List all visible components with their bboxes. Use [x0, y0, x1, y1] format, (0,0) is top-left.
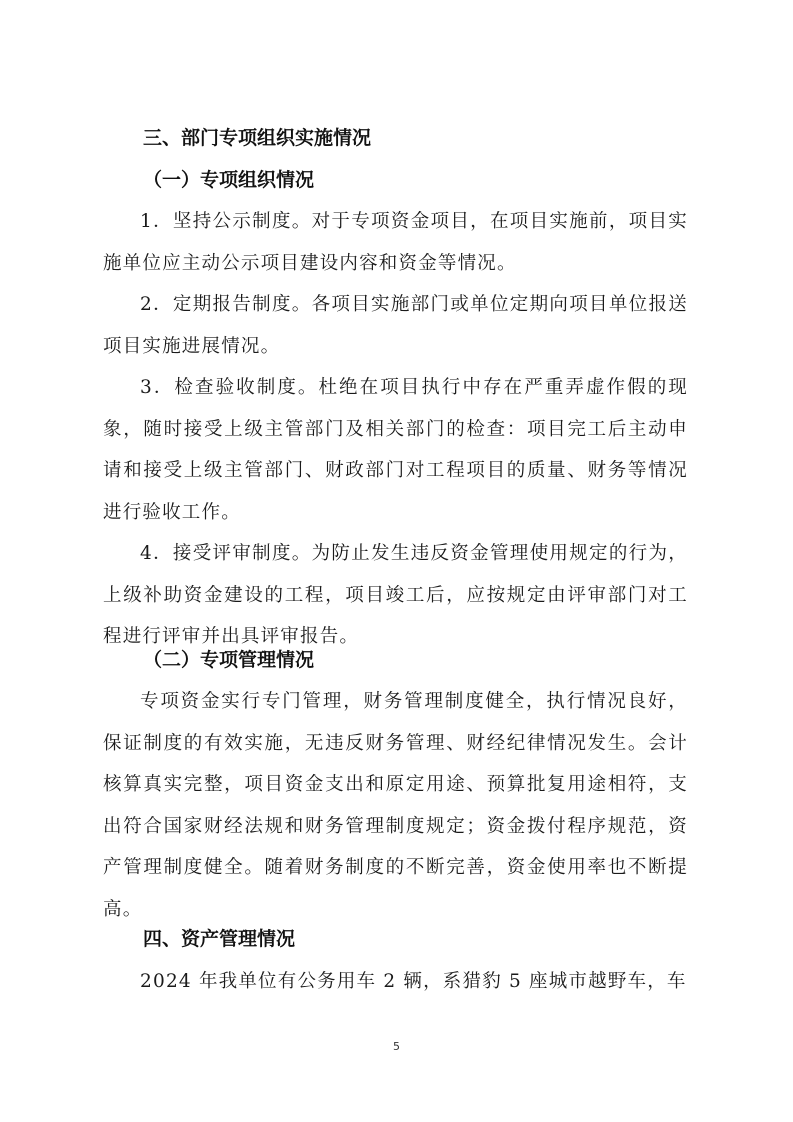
paragraph-item-1: 1．坚持公示制度。对于专项资金项目，在项目实施前，项目实施单位应主动公示项目建设内容和资金等情况。 [103, 211, 688, 274]
subsection-heading-2: （二）专项管理情况 [143, 649, 315, 671]
page-number: 5 [393, 1040, 400, 1053]
paragraph-item-3: 3．检查验收制度。杜绝在项目执行中存在严重弄虚作假的现象，随时接受上级主管部门及相关部门的检查：项目完工后主动申请和接受上级主管部门、财政部门对工程项目的质量、财务等情况进行验收工作。 [103, 377, 688, 523]
section-heading-3: 三、部门专项组织实施情况 [143, 127, 372, 149]
section-heading-4: 四、资产管理情况 [143, 928, 296, 950]
paragraph-item-4: 4．接受评审制度。为防止发生违反资金管理使用规定的行为，上级补助资金建设的工程，项目竣工后，应按规定由评审部门对工程进行评审并出具评审报告。 [103, 543, 688, 647]
paragraph-assets: 2024 年我单位有公务用车 2 辆，系猎豹 5 座城市越野车，车 [140, 971, 687, 992]
paragraph-item-2: 2．定期报告制度。各项目实施部门或单位定期向项目单位报送项目实施进展情况。 [103, 294, 688, 357]
paragraph-management: 专项资金实行专门管理，财务管理制度健全，执行情况良好，保证制度的有效实施，无违反财务管理、财经纪律情况发生。会计核算真实完整，项目资金支出和原定用途、预算批复用途相符，支出符合国家财经法规和财务管理制度规定；资金拨付程序规范，资产管理制度健全。随着财务制度的不断完善，资金使用率也不断提高。 [103, 691, 688, 920]
subsection-heading-1: （一）专项组织情况 [143, 169, 315, 191]
